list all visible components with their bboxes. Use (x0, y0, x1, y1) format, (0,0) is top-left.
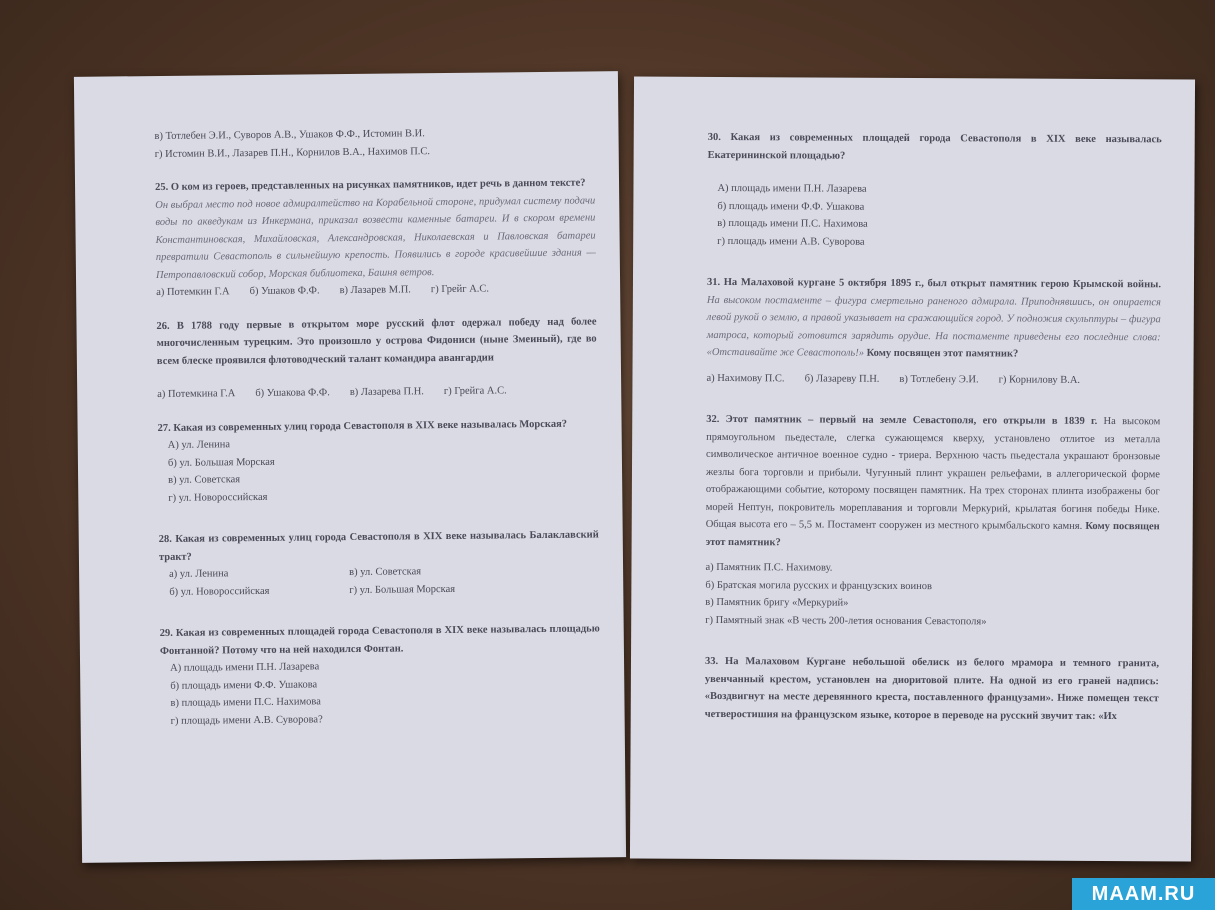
q27-option-a: А) ул. Ленина (167, 439, 231, 451)
q31-options (706, 369, 1160, 389)
q24-option-g: г) Истомин В.И., Лазарев П.Н., Корнилов В.А., Нахимов П.С. (154, 145, 431, 160)
q31-option-g: г) Корнилову В.А. (998, 373, 1081, 386)
q29-option-b: б) площадь имени Ф.Ф. Ушакова (170, 678, 318, 692)
q27-option-g: г) ул. Новороссийская (168, 491, 268, 504)
q28-option-a: а) ул. Ленина (169, 568, 229, 580)
q28-options (159, 561, 599, 601)
maam-watermark: MAAM.RU (1072, 878, 1215, 910)
q29-option-a: А) площадь имени П.Н. Лазарева (170, 661, 320, 674)
right-page (630, 77, 1195, 862)
q30-option-a: А) площадь имени П.Н. Лазарева (717, 182, 867, 195)
q29-option-g: г) площадь имени А.В. Суворова? (170, 713, 323, 727)
left-page-content (154, 123, 600, 730)
left-page (74, 71, 626, 863)
q31-option-v: в) Тотлебену Э.И. (899, 373, 979, 385)
q28-option-g: г) ул. Большая Морская (349, 583, 456, 596)
q25-title: 25. О ком из героев, представленных на рисунках памятников, идет речь в данном тексте? (155, 177, 586, 194)
q25-option-v: в) Лазарев М.П. (339, 284, 411, 297)
q27-option-b: б) ул. Большая Морская (167, 456, 275, 469)
q24-option-v: в) Тотлебен Э.И., Суворов А.В., Ушаков Ф.Ф., Истомин В.И. (154, 128, 425, 143)
q30-option-v: в) площадь имени П.С. Нахимова (717, 217, 868, 230)
q32-title: 32. Этот памятник – первый на земле Севастополя, его открыли в 1839 г. (706, 413, 1098, 427)
q32-block (706, 411, 1161, 553)
q26-title: 26. В 1788 году первые в открытом море русский флот одержал победу над более многочисленным турецким. Это произошло у острова Фидониси (ныне Змеиный), где во всем блеске проявился флотоводческий талант командира авангардии (156, 315, 597, 367)
q26-option-v: в) Лазарева П.Н. (349, 386, 424, 398)
q28-title: 28. Какая из современных улиц города Севастополя в XIX веке называлась Балаклавский тракт? (158, 529, 599, 563)
q27-title: 27. Какая из современных улиц города Севастополя в XIX веке называлась Морская? (157, 418, 568, 434)
q32-option-a: а) Памятник П.С. Нахимову. (705, 561, 833, 574)
q28-option-b: б) ул. Новороссийская (169, 585, 270, 598)
q32-option-b: б) Братская могила русских и французских воинов (705, 579, 933, 592)
q29-option-v: в) площадь имени П.С. Нахимова (170, 696, 321, 709)
q31-title: 31. На Малаховой кургане 5 октября 1895 г., был открыт памятник герою Крымской войны. (706, 276, 1161, 291)
q26-option-b: б) Ушакова Ф.Ф. (255, 387, 330, 399)
q31-question: Кому посвящен этот памятник? (866, 347, 1019, 360)
q31-option-b: б) Лазареву П.Н. (804, 372, 880, 385)
q27-option-v: в) ул. Советская (168, 474, 241, 486)
q31-text: На высоком постаменте – фигура смертельно раненого адмирала. Приподнявшись, он опирается левой рукой о землю, а правой указывает на сражающийся город. У подножия скульптуры – фигура матроса, который готовится зарядить орудие. На постаменте приведены его последние слова: «Отстаивайте же Севастополь!» (706, 294, 1161, 359)
q25-option-a: а) Потемкин Г.А (156, 286, 230, 299)
q33-title: 33. На Малаховом Кургане небольшой обелиск из белого мрамора и темного гранита, увенчанный крестом, установлен на диоритовой плите. На одной из его граней надпись: «Воздвигнут на месте деревянного креста, поставленного французами». Ниже помещен текст четверостишия на французском языке, которое в переводе на русский звучит так: «Их (704, 655, 1160, 722)
q32-option-v: в) Памятник бригу «Меркурий» (705, 596, 849, 609)
right-page-content (705, 129, 1162, 725)
q32-question: Кому посвящен этот памятник? (705, 520, 1160, 548)
q31-option-a: а) Нахимову П.С. (706, 372, 785, 384)
q26-option-a: а) Потемкина Г.А (157, 388, 236, 401)
q25-option-b: б) Ушаков Ф.Ф. (249, 285, 320, 298)
q32-option-g: г) Памятный знак «В честь 200-летия основания Севастополя» (705, 614, 987, 627)
q25-option-g: г) Грейг А.С. (430, 283, 490, 296)
q32-text: На высоком прямоугольном пьедестале, слегка сужающемся кверху, установлено отлитое из металла символическое античное военное судно - триера. Верхнюю часть пьедестала украшают бронзовые жезлы бога торговли и прибыли. Чугунный плинт украшен рельефами, в аллегорической форме отображающими событие, которому посвящен памятник. На трех сторонах плинта изображены бог морей Нептун, покровитель мореплавания и торговли Меркурий, крылатая богиня победы Нике. Общая высота его – 5,5 м. Постамент сооружен из местного крымбальского камня. (705, 415, 1161, 532)
q31-block (707, 274, 1161, 364)
q30-title: 30. Какая из современных площадей города Севастополя в XIX веке называлась Екатерининской площадью? (707, 131, 1162, 162)
q26-option-g: г) Грейга А.С. (443, 385, 507, 398)
q30-option-g: г) площадь имени А.В. Суворова (717, 235, 865, 248)
q30-option-b: б) площадь имени Ф.Ф. Ушакова (717, 200, 865, 213)
q25-text: Он выбрал место под новое адмиралтейство на Корабельной стороне, придумал систему подачи воды по акведукам из Инкермана, приказал возвести каменные батареи. И в скором времени Константиновская, Михайловская, Александровская, Николаевская и Павловская батареи превратили Севастополь в сильнейшую крепость. Появились в городе красивейшие здания — Петропавловский собор, Морская библиотека, Башня ветров. (155, 194, 596, 281)
q28-option-v: в) ул. Советская (349, 566, 422, 579)
q29-title: 29. Какая из современных площадей города Севастополя в XIX веке называлась площадью Фонтанной? Потому что на ней находился Фонтан. (159, 623, 600, 657)
